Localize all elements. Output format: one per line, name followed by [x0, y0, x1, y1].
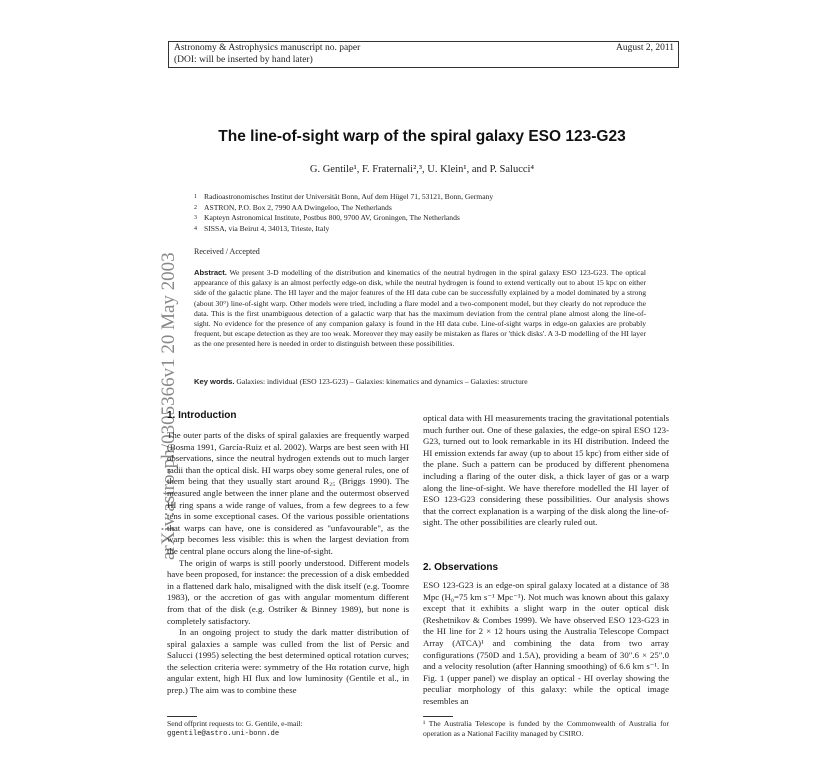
affiliation-list: [194, 192, 493, 234]
keywords: [194, 377, 646, 386]
paragraph: ESO 123-G23 is an edge-on spiral galaxy located at a distance of 38 Mpc (H₀=75 km s⁻¹ Mpc⁻¹). Not much was known about this galaxy except that it exhibits a slight warp in the outer optical disk (Reshetnikov & Combes 1999). We have observed ESO 123-G23 in the HI line for 2 × 12 hours using the Australia Telescope Compact Array (ATCA)¹ and combining the data from two array configurations (750D and 1.5A), providing a beam of 30″.6 × 25″.0 and a velocity resolution (after Hanning smoothing) of 6.6 km s⁻¹. In Fig. 1 (upper panel) we display an optical - HI overlay showing the peculiar morphology of this galaxy: while the optical image resembles an: [423, 580, 669, 706]
affiliation-item: 4 SISSA, via Beirut 4, 34013, Trieste, Italy: [194, 223, 330, 233]
section-heading-observations: 2. Observations: [423, 562, 499, 573]
paragraph: The outer parts of the disks of spiral galaxies are frequently warped (Bosma 1991, García-Ruiz et al. 2002). Warps are best seen with HI observations, since the neutral hydrogen extends out to much larger radii than the optical disk. HI warps obey some general rules, one of them being that they usually start around R₂₅ (Briggs 1990). The measured angle between the inner plane and the outermost observed HI ring spans a wide range of values, from a few degrees to a few tens in some exceptional cases. Of the various possible orientations that warps can have, one is considered as "unfavourable", as the warp becomes less visible: this is when the largest deviation from the central plane occurs along the line-of-sight.: [167, 430, 409, 556]
section-heading-introduction: 1. Introduction: [167, 410, 237, 421]
paragraph: optical data with HI measurements tracing the gravitational potentials much further out. One of these galaxies, the edge-on spiral ESO 123-G23, turned out to look remarkable in its HI distribution. Indeed the HI emission extends far away (up to about 15 kpc) from either side of the plane. Such a pattern can be produced by different phenomena including a flaring of the outer disk, a thick layer of gas or a warp along the line-of-sight. We have therefore modelled the HI layer of ESO 123-G23 considering these possibilities. Our analysis shows that the correct explanation is a warping of the disk along the line-of-sight. The other possibilities are clearly ruled out.: [423, 413, 669, 528]
journal-header-box: [168, 41, 679, 68]
journal-line: Astronomy & Astrophysics manuscript no. paper: [174, 43, 361, 53]
author-list: G. Gentile¹, F. Fraternali²,³, U. Klein¹, and P. Salucci⁴: [309, 164, 535, 175]
keywords-label: Key words.: [194, 377, 235, 386]
footnote-rule: [167, 716, 197, 717]
footnote-rule: [423, 716, 453, 717]
abstract: [194, 268, 646, 350]
email-address: ggentile@astro.uni-bonn.de: [167, 730, 280, 738]
introduction-continued: [423, 413, 669, 529]
atca-footnote: ¹ The Australia Telescope is funded by the Commonwealth of Australia for operation as a National Facility managed by CSIRO.: [423, 719, 669, 738]
manuscript-date: August 2, 2011: [616, 43, 674, 53]
abstract-label: Abstract.: [194, 268, 227, 277]
affiliation-item: 3 Kapteyn Astronomical Institute, Postbus 800, 9700 AV, Groningen, The Netherlands: [194, 213, 460, 223]
affiliation-item: 2 ASTRON, P.O. Box 2, 7990 AA Dwingeloo, The Netherlands: [194, 202, 392, 212]
doi-line: (DOI: will be inserted by hand later): [174, 55, 313, 65]
paragraph: In an ongoing project to study the dark matter distribution of spiral galaxies a sample was culled from the list of Persic and Salucci (1995) selecting the best determined optical rotation curves; the selection criteria were: symmetry of the Hα rotation curve, high angular extent, high HI flux and low luminosity (Gentile et al., in prep.) The aim was to combine these: [167, 627, 409, 696]
paper-title: The line-of-sight warp of the spiral galaxy ESO 123-G23: [218, 128, 626, 145]
abstract-text: We present 3-D modelling of the distribution and kinematics of the neutral hydrogen in the spiral galaxy ESO 123-G23. The optical appearance of this galaxy is an almost perfectly edge-on disk, while the neutral hydrogen is found to extend vertically out to about 15 kpc on either side of the galactic plane. The HI layer and the major features of the HI data cube can be successfully explained by a model dominated by a strong (about 30°) line-of-sight warp. Other models were tried, including a flare model and a two-component model, but they clearly do not reproduce the data. This is the first unambiguous detection of a galactic warp that has the maximum deviation from the central plane almost along the line-of-sight. No evidence for the presence of any companion galaxy is found in the HI data cube. Line-of-sight warps in edge-on galaxies are probably frequent, but escape detection as they are too weak. Moreover they may easily be mistaken as flares or 'thick disks'. A 3-D modelling of the HI layer as the one presented here is needed in order to distinguish between these possibilities.: [194, 268, 646, 349]
affiliation-item: 1 Radioastronomisches Institut der Universität Bonn, Auf dem Hügel 71, 53121, Bonn, Germany: [194, 192, 494, 201]
introduction-column: [167, 430, 409, 697]
arxiv-stamp: arXiv:astro-ph/0305366v1 20 May 2003: [158, 252, 179, 560]
offprint-footnote: Send offprint requests to: G. Gentile, e-mail: ggentile@astro.uni-bonn.de: [167, 719, 409, 739]
paragraph: The origin of warps is still poorly understood. Different models have been proposed, for instance: the precession of a disk embedded in a flattened dark halo, misaligned with the disk itself (e.g. Toomre 1983), or the accretion of gas with angular momentum different from that of the disk (e.g. Ostriker & Binney 1989), but none is completely satisfactory.: [167, 557, 409, 626]
observations-column: [423, 580, 669, 708]
received-accepted: Received / Accepted: [194, 247, 260, 256]
keywords-text: Galaxies: individual (ESO 123-G23) – Galaxies: kinematics and dynamics – Galaxies: structure: [236, 377, 528, 386]
